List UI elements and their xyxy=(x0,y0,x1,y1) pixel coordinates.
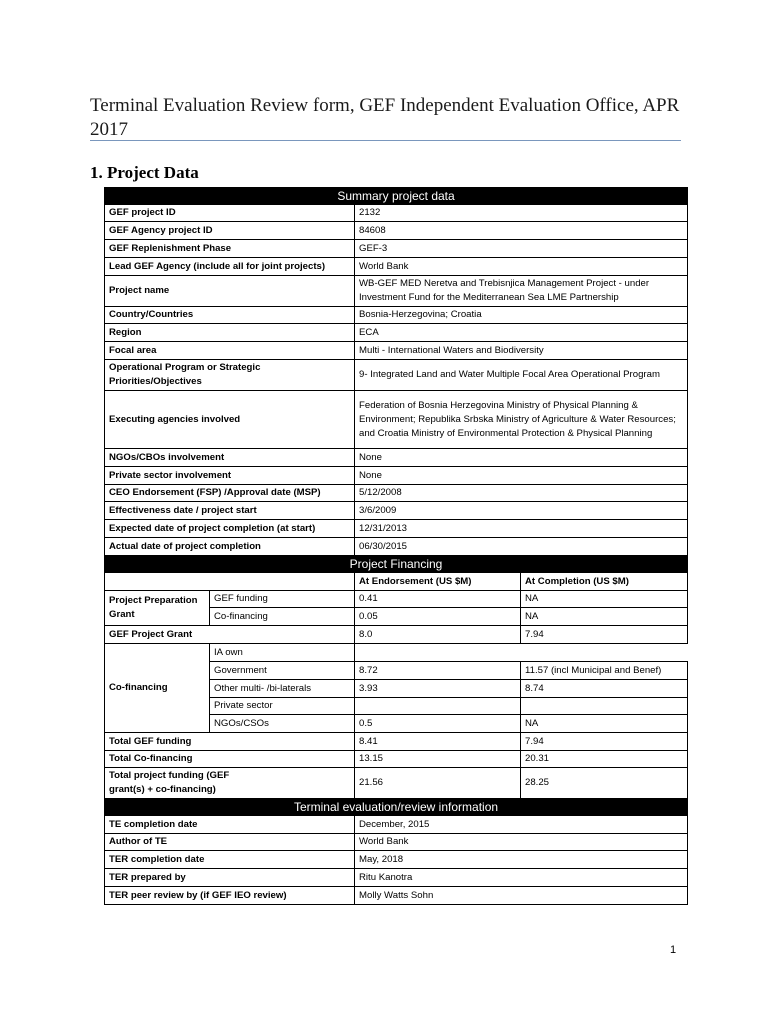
summary-label: NGOs/CBOs involvement xyxy=(105,449,355,467)
summary-row xyxy=(105,502,688,520)
cofinancing-label: Co-financing xyxy=(105,644,210,733)
completion-column-header: At Completion (US $M) xyxy=(521,573,688,591)
financing-sub-label: Co-financing xyxy=(210,608,355,626)
financing-total-row xyxy=(105,733,688,751)
summary-row xyxy=(105,342,688,360)
terminal-label: TER completion date xyxy=(105,851,355,869)
financing-row xyxy=(105,591,688,608)
summary-label: Focal area xyxy=(105,342,355,360)
summary-label: Private sector involvement xyxy=(105,467,355,485)
summary-row xyxy=(105,538,688,556)
endorsement-value: 13.15 xyxy=(355,751,521,768)
endorsement-value: 0.5 xyxy=(355,715,521,733)
summary-row xyxy=(105,391,688,449)
completion-value: 11.57 (incl Municipal and Benef) xyxy=(521,662,688,680)
financing-sub-label: IA own xyxy=(210,644,355,662)
page-number: 1 xyxy=(670,944,677,956)
endorsement-value: 8.0 xyxy=(355,626,521,644)
summary-value: 5/12/2008 xyxy=(355,485,688,502)
summary-label: Executing agencies involved xyxy=(105,391,355,449)
endorsement-value: 8.41 xyxy=(355,733,521,751)
summary-label: Operational Program or Strategic Priorities/Objectives xyxy=(105,360,355,391)
summary-label: GEF Agency project ID xyxy=(105,222,355,240)
terminal-row xyxy=(105,887,688,905)
completion-value: NA xyxy=(521,608,688,626)
project-data-table xyxy=(104,187,688,905)
summary-value: 12/31/2013 xyxy=(355,520,688,538)
financing-sub-label: Government xyxy=(210,662,355,680)
summary-label: GEF Replenishment Phase xyxy=(105,240,355,258)
gef-grant-label: GEF Project Grant xyxy=(105,626,355,644)
summary-row xyxy=(105,520,688,538)
completion-value xyxy=(521,698,688,715)
completion-value: 20.31 xyxy=(521,751,688,768)
total-label: Total GEF funding xyxy=(105,733,355,751)
financing-sub-label: GEF funding xyxy=(210,591,355,608)
section-heading: 1. Project Data xyxy=(90,163,199,182)
completion-value: NA xyxy=(521,591,688,608)
summary-label: Country/Countries xyxy=(105,307,355,324)
summary-value: Multi - International Waters and Biodiversity xyxy=(355,342,688,360)
summary-value: None xyxy=(355,449,688,467)
summary-label: Actual date of project completion xyxy=(105,538,355,556)
terminal-value: May, 2018 xyxy=(355,851,688,869)
financing-total-row xyxy=(105,751,688,768)
summary-value: None xyxy=(355,467,688,485)
summary-value: 06/30/2015 xyxy=(355,538,688,556)
summary-value: ECA xyxy=(355,324,688,342)
empty-cell xyxy=(355,644,688,662)
financing-sub-label: NGOs/CSOs xyxy=(210,715,355,733)
financing-row xyxy=(105,626,688,644)
title-divider xyxy=(90,140,681,141)
completion-value: NA xyxy=(521,715,688,733)
terminal-row xyxy=(105,834,688,851)
summary-row xyxy=(105,205,688,222)
summary-value: 84608 xyxy=(355,222,688,240)
completion-value: 7.94 xyxy=(521,733,688,751)
summary-row xyxy=(105,485,688,502)
completion-value: 7.94 xyxy=(521,626,688,644)
financing-header: Project Financing xyxy=(105,556,688,573)
summary-label: CEO Endorsement (FSP) /Approval date (MSP) xyxy=(105,485,355,502)
summary-row xyxy=(105,449,688,467)
financing-sub-label: Private sector xyxy=(210,698,355,715)
document-title: Terminal Evaluation Review form, GEF Independent Evaluation Office, APR 2017 xyxy=(90,95,680,140)
endorsement-value: 21.56 xyxy=(355,768,521,799)
summary-header: Summary project data xyxy=(105,188,688,205)
summary-label: Lead GEF Agency (include all for joint projects) xyxy=(105,258,355,276)
summary-value: 2132 xyxy=(355,205,688,222)
completion-value: 8.74 xyxy=(521,680,688,698)
summary-row xyxy=(105,324,688,342)
financing-total-row xyxy=(105,768,688,799)
terminal-value: Ritu Kanotra xyxy=(355,869,688,887)
endorsement-value: 0.05 xyxy=(355,608,521,626)
summary-value: Federation of Bosnia Herzegovina Ministry of Physical Planning & Environment; Republika Srbska Ministry of Agriculture & Water Resources; and Croatia Ministry of Environmental Protection & Physical Planning xyxy=(355,391,688,449)
endorsement-column-header: At Endorsement (US $M) xyxy=(355,573,521,591)
terminal-row xyxy=(105,851,688,869)
endorsement-value: 0.41 xyxy=(355,591,521,608)
ppg-label: Project Preparation Grant xyxy=(105,591,210,626)
summary-label: Project name xyxy=(105,276,355,307)
summary-value: GEF-3 xyxy=(355,240,688,258)
financing-row xyxy=(105,644,688,662)
summary-row xyxy=(105,240,688,258)
financing-sub-label: Other multi- /bi-laterals xyxy=(210,680,355,698)
terminal-label: Author of TE xyxy=(105,834,355,851)
terminal-value: December, 2015 xyxy=(355,816,688,834)
terminal-label: TE completion date xyxy=(105,816,355,834)
terminal-label: TER prepared by xyxy=(105,869,355,887)
summary-row xyxy=(105,360,688,391)
summary-value: WB-GEF MED Neretva and Trebisnjica Management Project - under Investment Fund for the Mediterranean Sea LME Partnership xyxy=(355,276,688,307)
summary-value: 9- Integrated Land and Water Multiple Focal Area Operational Program xyxy=(355,360,688,391)
endorsement-value: 3.93 xyxy=(355,680,521,698)
financing-column-headers xyxy=(105,573,688,591)
terminal-label: TER peer review by (if GEF IEO review) xyxy=(105,887,355,905)
summary-value: 3/6/2009 xyxy=(355,502,688,520)
endorsement-value: 8.72 xyxy=(355,662,521,680)
summary-row xyxy=(105,467,688,485)
summary-label: Effectiveness date / project start xyxy=(105,502,355,520)
summary-label: Region xyxy=(105,324,355,342)
summary-row xyxy=(105,222,688,240)
total-label: Total Co-financing xyxy=(105,751,355,768)
endorsement-value xyxy=(355,698,521,715)
summary-label: Expected date of project completion (at start) xyxy=(105,520,355,538)
summary-row xyxy=(105,307,688,324)
total-label: Total project funding (GEF grant(s) + co-financing) xyxy=(105,768,355,799)
financing-corner-cell xyxy=(105,573,355,591)
terminal-value: World Bank xyxy=(355,834,688,851)
summary-label: GEF project ID xyxy=(105,205,355,222)
terminal-value: Molly Watts Sohn xyxy=(355,887,688,905)
terminal-row xyxy=(105,869,688,887)
completion-value: 28.25 xyxy=(521,768,688,799)
summary-row xyxy=(105,258,688,276)
summary-value: World Bank xyxy=(355,258,688,276)
terminal-row xyxy=(105,816,688,834)
summary-row xyxy=(105,276,688,307)
summary-value: Bosnia-Herzegovina; Croatia xyxy=(355,307,688,324)
terminal-header: Terminal evaluation/review information xyxy=(105,799,688,816)
